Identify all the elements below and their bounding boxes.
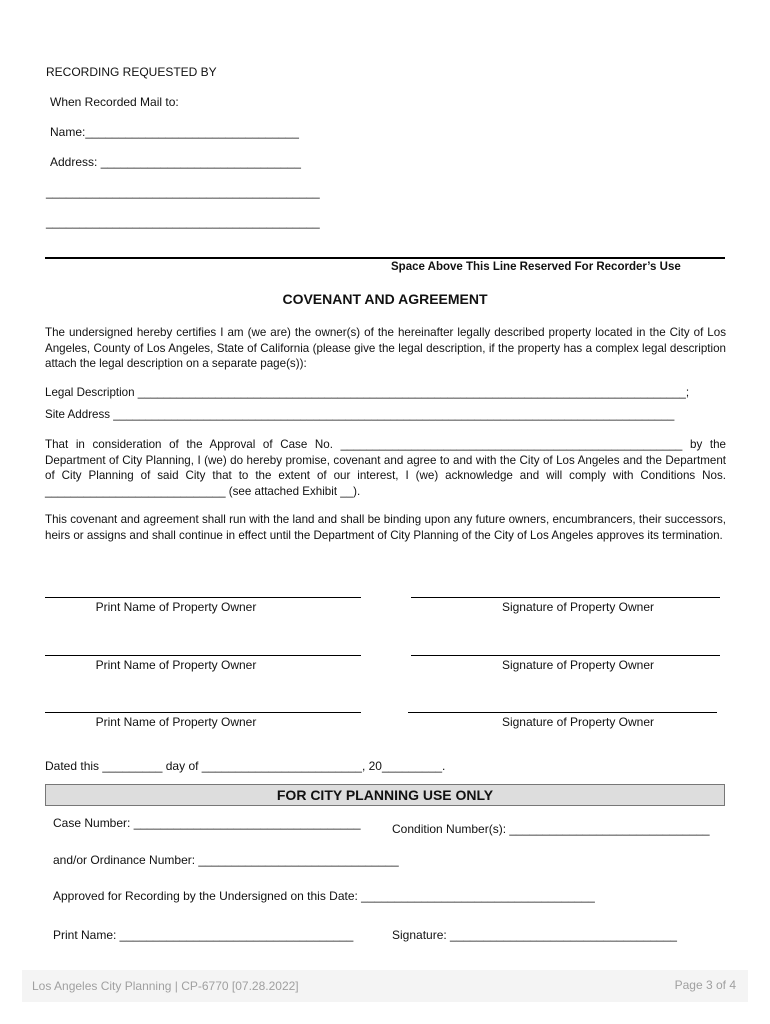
document-title: COVENANT AND AGREEMENT (282, 291, 488, 307)
city-use-heading-bar (45, 784, 725, 806)
print-name-field[interactable]: Print Name: ___________________________________ (53, 928, 354, 942)
print-name-line-1[interactable] (45, 597, 361, 598)
approved-date-field[interactable]: Approved for Recording by the Undersigned on this Date: ___________________________________ (53, 889, 595, 903)
print-name-line-2[interactable] (45, 655, 361, 656)
address-line-2[interactable]: _________________________________________ (46, 185, 320, 199)
condition-numbers-field[interactable]: Condition Number(s): ______________________________ (392, 822, 710, 836)
signature-field[interactable]: Signature: __________________________________ (392, 928, 677, 942)
ordinance-number-field[interactable]: and/or Ordinance Number: ______________________________ (53, 853, 399, 867)
signature-line-3[interactable] (408, 712, 717, 713)
address-line-3[interactable]: _________________________________________ (46, 215, 320, 229)
address-field[interactable]: Address: ______________________________ (50, 155, 301, 169)
page-footer (22, 970, 748, 1002)
dated-field[interactable]: Dated this _________ day of ________________________, 20_________. (45, 759, 446, 773)
covenant-paragraph: This covenant and agreement shall run with the land and shall be binding upon any future owners, encumbrancers, their successors, heirs or assigns and shall continue in effect until the Department of City Planning of the City of Los Angeles approves its termination. (45, 513, 726, 542)
signature-caption: Signature of Property Owner (501, 715, 655, 729)
page-number: Page 3 of 4 (674, 978, 736, 992)
consideration-paragraph: That in consideration of the Approval of Case No. _____________________________________________________ by the Department of City Planning, I (we) do hereby promise, covenant and agree to and with the City of Los Angeles and the Department of City Planning of said City that to the extent of our interest, I (we) acknowledge and will comply with Conditions Nos. ____________________________ (see attached Exhibit __). (45, 438, 726, 498)
signature-line-1[interactable] (411, 597, 720, 598)
signature-caption: Signature of Property Owner (501, 600, 655, 614)
signature-caption: Signature of Property Owner (501, 658, 655, 672)
print-name-line-3[interactable] (45, 712, 361, 713)
print-name-caption: Print Name of Property Owner (95, 715, 257, 729)
case-number-field[interactable]: Case Number: __________________________________ (53, 816, 361, 830)
recording-requested-by: RECORDING REQUESTED BY (46, 65, 217, 79)
signature-line-2[interactable] (411, 655, 720, 656)
footer-form-id: Los Angeles City Planning | CP-6770 [07.28.2022] (32, 979, 299, 993)
city-use-heading: FOR CITY PLANNING USE ONLY (276, 787, 494, 803)
print-name-caption: Print Name of Property Owner (95, 658, 257, 672)
print-name-caption: Print Name of Property Owner (95, 600, 257, 614)
recorder-note: Space Above This Line Reserved For Recorder’s Use (391, 261, 681, 273)
site-address-field[interactable]: Site Address _______________________________________________________________________________________ (45, 408, 675, 421)
legal-description-field[interactable]: Legal Description _____________________________________________________________________________________; (45, 386, 690, 399)
intro-paragraph: The undersigned hereby certifies I am (we are) the owner(s) of the hereinafter legally described property located in the City of Los Angeles, County of Los Angeles, State of California (please give the legal description, if the property has a complex legal description attach the legal description on a separate page(s)): (45, 326, 726, 370)
name-field[interactable]: Name:________________________________ (50, 125, 299, 139)
when-recorded-label: When Recorded Mail to: (50, 95, 179, 109)
recorder-divider (45, 257, 725, 259)
